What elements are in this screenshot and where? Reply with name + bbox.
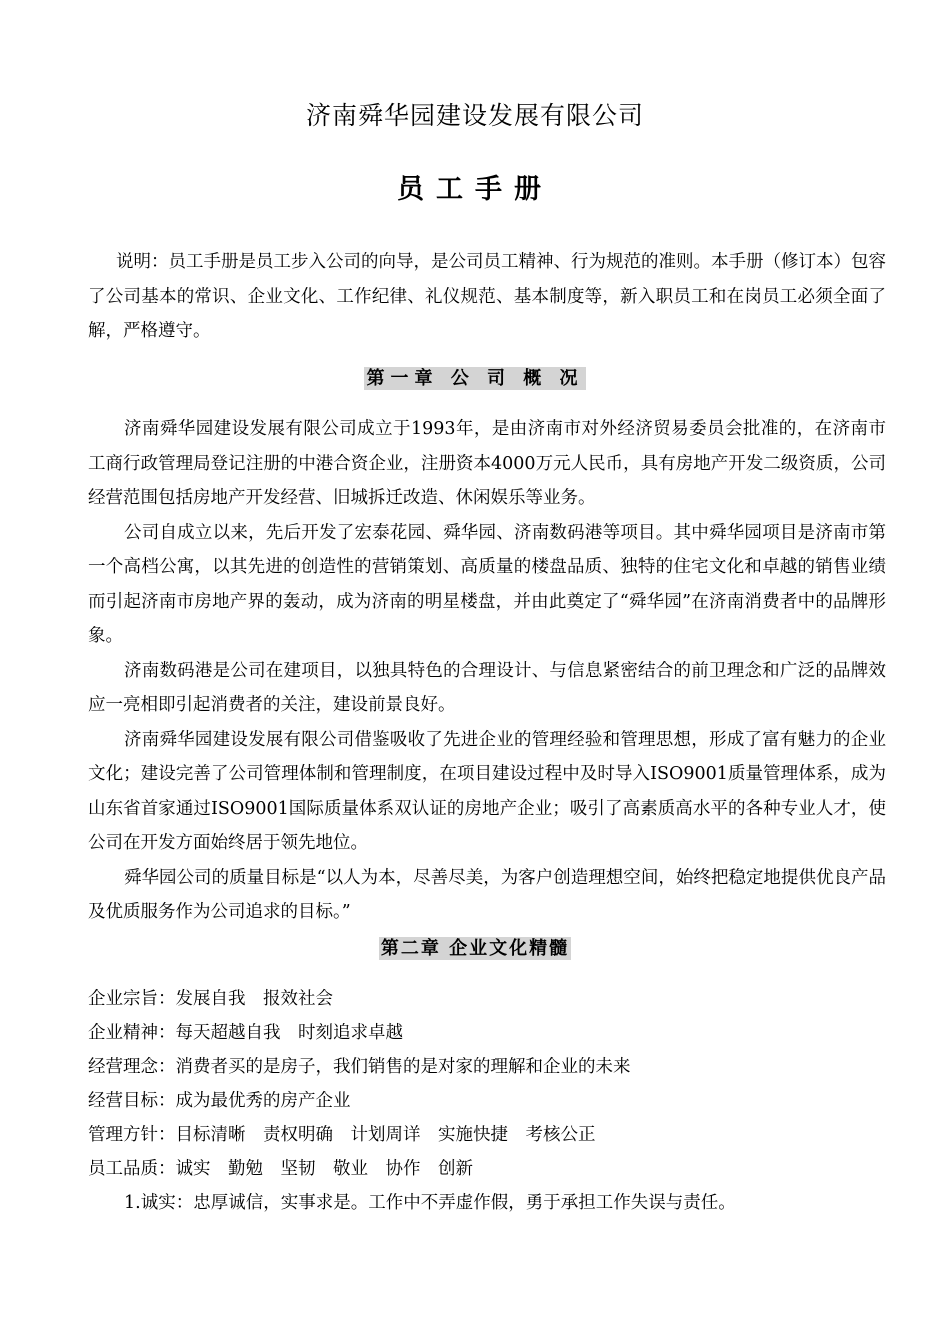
list-item: 员工品质：诚实 勤勉 坚韧 敬业 协作 创新 xyxy=(88,1159,473,1179)
chapter1-body xyxy=(88,412,886,930)
paragraph: 济南数码港是公司在建项目，以独具特色的合理设计、与信息紧密结合的前卫理念和广泛的品牌效应一亮相即引起消费者的关注，建设前景良好。 xyxy=(88,660,886,715)
paragraph: 公司自成立以来，先后开发了宏泰花园、舜华园、济南数码港等项目。其中舜华园项目是济南市第一个高档公寓，以其先进的创造性的营销策划、高质量的楼盘品质、独特的住宅文化和卓越的销售业绩而引起济南市房地产界的轰动，成为济南的明星楼盘，并由此奠定了“舜华园”在济南消费者中的品牌形象。 xyxy=(88,522,886,646)
list-item: 1.诚实：忠厚诚信，实事求是。工作中不弄虚作假，勇于承担工作失误与责任。 xyxy=(124,1193,736,1213)
culture-list xyxy=(88,982,886,1220)
chapter2-heading xyxy=(0,934,950,964)
doc-title: 员工手册 xyxy=(397,174,553,205)
chapter1-heading xyxy=(0,364,950,394)
paragraph: 济南舜华园建设发展有限公司借鉴吸收了先进企业的管理经验和管理思想，形成了富有魅力的企业文化；建设完善了公司管理体制和管理制度，在项目建设过程中及时导入ISO9001质量管理体系，成为山东省首家通过ISO9001国际质量体系双认证的房地产企业；吸引了高素质高水平的各种专业人才，使公司在开发方面始终居于领先地位。 xyxy=(88,729,886,853)
list-item: 经营理念：消费者买的是房子，我们销售的是对家的理解和企业的未来 xyxy=(88,1057,631,1077)
chapter2-title: 第二章 企业文化精髓 xyxy=(380,938,570,959)
chapter1-title: 第一章 公 司 概 况 xyxy=(366,368,584,389)
list-item: 经营目标：成为最优秀的房产企业 xyxy=(88,1091,351,1111)
list-item: 企业精神：每天超越自我 时刻追求卓越 xyxy=(88,1023,403,1043)
company-name: 济南舜华园建设发展有限公司 xyxy=(305,101,644,130)
paragraph: 济南舜华园建设发展有限公司成立于1993年，是由济南市对外经济贸易委员会批准的，在济南市工商行政管理局登记注册的中港合资企业，注册资本4000万元人民币，具有房地产开发二级资质，公司经营范围包括房地产开发经营、旧城拆迁改造、休闲娱乐等业务。 xyxy=(88,419,886,508)
list-item: 企业宗旨：发展自我 报效社会 xyxy=(88,989,333,1009)
list-item: 管理方针：目标清晰 责权明确 计划周详 实施快捷 考核公正 xyxy=(88,1125,596,1145)
intro-paragraph: 说明：员工手册是员工步入公司的向导，是公司员工精神、行为规范的准则。本手册（修订本）包容了公司基本的常识、企业文化、工作纪律、礼仪规范、基本制度等，新入职员工和在岗员工必须全面了解，严格遵守。 xyxy=(88,252,886,341)
paragraph: 舜华园公司的质量目标是“以人为本，尽善尽美，为客户创造理想空间，始终把稳定地提供优良产品及优质服务作为公司追求的目标。” xyxy=(88,867,886,922)
